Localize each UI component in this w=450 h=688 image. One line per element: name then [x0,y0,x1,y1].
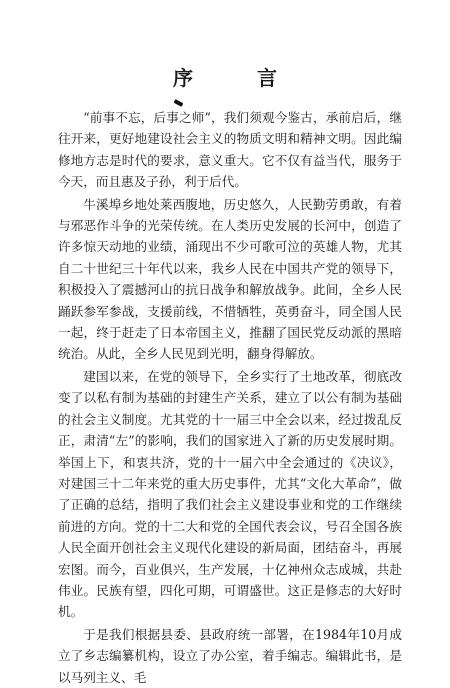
paragraph-4: 于是我们根据县委、县政府统一部署，在1984年10月成立了乡志编纂机构，设立了办公室，着手编志。编辑此书，是以马列主义、毛 [58,626,402,685]
paragraph-3: 建国以来，在党的领导下，全乡实行了土地改革，彻底改变了以私有制为基础的封建生产关系，建立了以公有制为基础的社会主义制度。尤其党的十一届三中全会以来，经过拨乱反正，肃清“左”的影响，我们的国家进入了新的历史发展时期。举国上下，和衷共济，党的十一届六中全会通过的《决议》，对建国三十二年来党的重大历史事件，尤其“文化大革命”，做了正确的总结，指明了我们社会主义建设事业和党的工作继续前进的方向。党的十二大和党的全国代表会议，号召全国各族人民全面开创社会主义现代化建设的新局面，团结奋斗，再展宏图。而今，百业俱兴，生产发展，十亿神州众志成城，共赴伟业。民族有望，四化可期，可谓盛世。这正是修志的大好时机。 [58,368,402,620]
preface-body [58,107,402,688]
page-title: 序 言 [173,66,299,90]
ink-mark [174,99,184,107]
paragraph-1: “前事不忘，后事之师”，我们须观今鉴古，承前启后，继往开来，更好地建设社会主义的物质文明和精神文明。因此编修地方志是时代的要求，意义重大。它不仅有益当代，服务于今天，而且惠及子孙，利于后代。 [58,110,402,190]
paragraph-2: 牛溪埠乡地处莱西腹地，历史悠久，人民勤劳勇敢，有着与邪恶作斗争的光荣传统。在人类历史发展的长河中，创造了许多惊天动地的业绩，涌现出不少可歌可泣的英雄人物，尤其自二十世纪三十年代以来，我乡人民在中国共产党的领导下，积极投入了震撼河山的抗日战争和解放战争。此间，全乡人民踊跃参军参战，支援前线，不惜牺牲，英勇奋斗，同全国人民一起，终于赶走了日本帝国主义，推翻了国民党反动派的黑暗统治。从此，全乡人民见到光明，翻身得解放。 [58,196,402,362]
